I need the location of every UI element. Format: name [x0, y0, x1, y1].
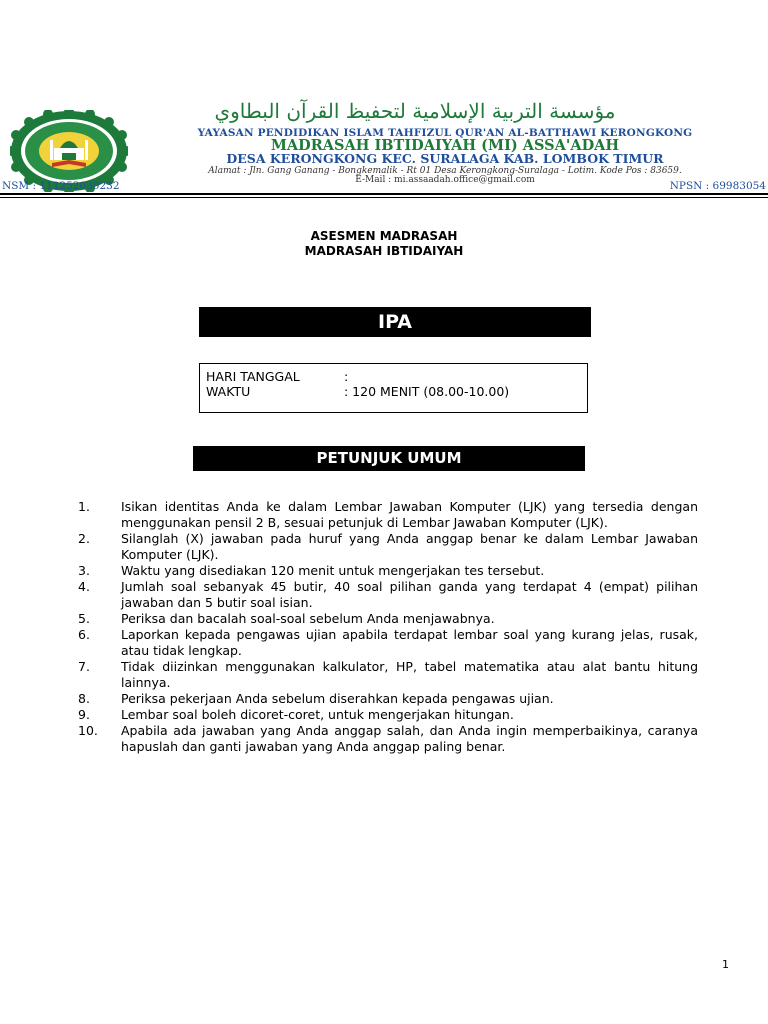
list-item	[78, 627, 698, 659]
list-item	[78, 579, 698, 611]
item-number: 2.	[78, 531, 90, 546]
time-label: WAKTU	[206, 384, 251, 399]
list-item	[78, 707, 698, 723]
letterhead	[0, 0, 768, 200]
school-location: DESA KERONGKONG KEC. SURALAGA KAB. LOMBOK TIMUR	[226, 151, 664, 166]
item-text: Isikan identitas Anda ke dalam Lembar Jawaban Komputer (LJK) yang tersedia dengan menggunakan pensil 2 B, sesuai petunjuk di Lembar Jawaban Komputer (LJK).	[121, 499, 698, 530]
item-number: 7.	[78, 659, 90, 674]
item-number: 3.	[78, 563, 90, 578]
item-text: Jumlah soal sebanyak 45 butir, 40 soal pilihan ganda yang terdapat 4 (empat) pilihan jawaban dan 5 butir soal isian.	[121, 579, 698, 610]
arabic-foundation-name: مؤسسة التربية الإسلامية لتحفيظ القرآن البطاوي	[214, 99, 616, 123]
item-text: Periksa pekerjaan Anda sebelum diserahkan kepada pengawas ujian.	[121, 691, 554, 706]
foundation-name: YAYASAN PENDIDIKAN ISLAM TAHFIZUL QUR'AN AL-BATTHAWI KERONGKONG	[197, 127, 693, 139]
item-text: Waktu yang disediakan 120 menit untuk mengerjakan tes tersebut.	[121, 563, 545, 578]
list-item	[78, 723, 698, 755]
exam-level: MADRASAH IBTIDAIYAH	[304, 244, 464, 258]
subject-banner: IPA	[199, 307, 591, 337]
general-instructions-banner: PETUNJUK UMUM	[193, 446, 585, 471]
exam-info-box	[199, 363, 588, 413]
list-item	[78, 563, 698, 579]
exam-title: ASESMEN MADRASAH	[310, 229, 458, 243]
item-text: Apabila ada jawaban yang Anda anggap salah, dan Anda ingin memperbaikinya, caranya hapuslah dan ganti jawaban yang Anda anggap paling benar.	[121, 723, 698, 754]
item-number: 10.	[78, 723, 98, 738]
list-item	[78, 499, 698, 531]
item-number: 8.	[78, 691, 90, 706]
list-item	[78, 531, 698, 563]
item-number: 5.	[78, 611, 90, 626]
school-email: E-Mail : mi.assaadah.office@gmail.com	[355, 175, 535, 185]
date-label: HARI TANGGAL	[206, 369, 300, 384]
npsn-number: NPSN : 69983054	[669, 180, 766, 192]
item-text: Lembar soal boleh dicoret-coret, untuk mengerjakan hitungan.	[121, 707, 514, 722]
list-item	[78, 691, 698, 707]
date-value: :	[344, 369, 349, 384]
item-text: Tidak diizinkan menggunakan kalkulator, HP, tabel matematika atau alat bantu hitung lainnya.	[121, 659, 698, 690]
item-number: 6.	[78, 627, 90, 642]
list-item	[78, 611, 698, 627]
item-text: Periksa dan bacalah soal-soal sebelum Anda menjawabnya.	[121, 611, 495, 626]
item-number: 9.	[78, 707, 90, 722]
page-number: 1	[722, 958, 729, 971]
letterhead-divider-thin	[0, 197, 768, 198]
school-address: Alamat : Jln. Gang Ganang - Bongkemalik - Rt 01 Desa Kerongkong-Suralaga - Lotim. Kode Pos : 83659.	[208, 166, 682, 176]
item-number: 1.	[78, 499, 90, 514]
list-item	[78, 659, 698, 691]
instruction-list	[78, 499, 698, 755]
item-text: Laporkan kepada pengawas ujian apabila terdapat lembar soal yang kurang jelas, rusak, atau tidak lengkap.	[121, 627, 698, 658]
item-text: Silanglah (X) jawaban pada huruf yang Anda anggap benar ke dalam Lembar Jawaban Komputer (LJK).	[121, 531, 698, 562]
school-name: MADRASAH IBTIDAIYAH (MI) ASSA'ADAH	[270, 137, 620, 154]
nsm-number: NSM : 111252030232	[2, 180, 120, 192]
item-number: 4.	[78, 579, 90, 594]
time-value: : 120 MENIT (08.00-10.00)	[344, 384, 510, 399]
letterhead-divider-thick	[0, 193, 768, 195]
